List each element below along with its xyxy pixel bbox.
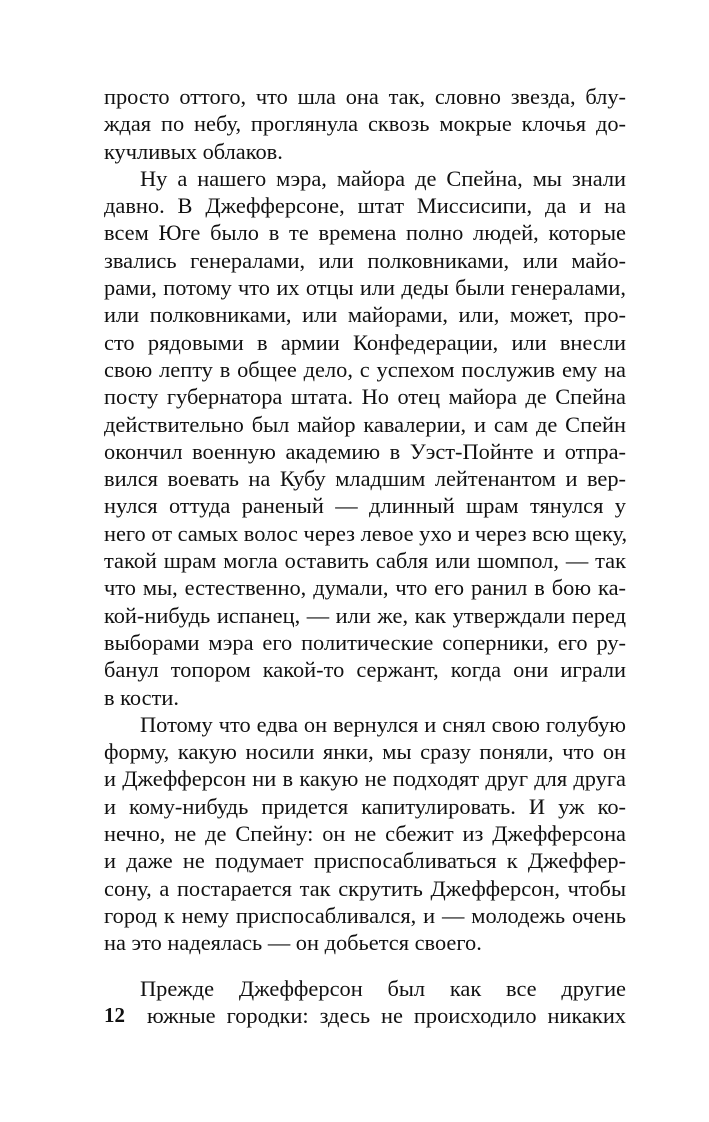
text-line: и кому-нибудь придется капитулировать. И уж ко- (104, 793, 626, 819)
text-body (104, 83, 626, 957)
text-line: на это надеялась — он добьется своего. (104, 930, 482, 956)
text-line: просто оттого, что шла она так, словно звезда, блу- (104, 84, 626, 109)
text-line: нечно, не де Спейну: он не сбежит из Джефферсона (104, 821, 626, 847)
text-line: и даже не подумает приспосабливаться к Джеффер- (104, 848, 626, 874)
text-line: город к нему приспосабливался, и — молодежь очень (104, 902, 626, 928)
text-line: кучливых облаков. (104, 138, 283, 164)
text-line: что мы, естественно, думали, что его ранил в бою ка- (104, 575, 626, 601)
text-line: свою лепту в общее дело, с успехом послужив ему на (104, 356, 626, 382)
text-line: или полковниками, или майорами, или, может, про- (104, 302, 626, 328)
text-line: в кости. (104, 684, 179, 710)
paragraph-1 (104, 83, 626, 165)
text-line: форму, какую носили янки, мы сразу поняли, что он (104, 739, 626, 765)
text-line: звались генералами, или полковниками, или майо- (104, 247, 626, 273)
text-line: вился воевать на Кубу младшим лейтенантом и вер- (104, 466, 626, 492)
text-line: окончил военную академию в Уэст-Пойнте и отпра- (104, 438, 626, 464)
paragraph-4 (104, 975, 626, 1030)
text-line: кой-нибудь испанец, — или же, как утверждали перед (104, 602, 626, 628)
text-line: рами, потому что их отцы или деды были генералами, (104, 275, 626, 301)
text-line: всем Юге было в те времена полно людей, которые (104, 220, 626, 246)
text-line: Потому что едва он вернулся и снял свою голубую (140, 711, 626, 737)
text-line: давно. В Джефферсоне, штат Миссисипи, да и на (104, 193, 626, 219)
text-line: действительно был майор кавалерии, и сам де Спейн (104, 411, 626, 437)
text-line: сто рядовыми в армии Конфедерации, или внесли (104, 329, 626, 355)
text-line: Ну а нашего мэра, майора де Спейна, мы знали (140, 165, 626, 191)
text-line: выборами мэра его политические соперники, его ру- (104, 629, 626, 655)
text-line: и Джефферсон ни в какую не подходят друг для друга (104, 766, 626, 792)
text-line: него от самых волос через левое ухо и через всю щеку, (104, 520, 628, 546)
paragraph-3 (104, 711, 626, 957)
text-line: Прежде Джефферсон был как все другие (140, 976, 626, 1001)
text-line: такой шрам могла оставить сабля или шомпол, — так (104, 548, 626, 574)
text-line: нулся оттуда раненый — длинный шрам тянулся у (104, 493, 626, 519)
paragraph-2 (104, 165, 626, 711)
text-line: банул топором какой-то сержант, когда они играли (104, 657, 626, 683)
page-number: 12 (104, 1003, 125, 1027)
text-line: южные городки: здесь не происходило никаких (147, 1003, 626, 1029)
text-line: ждая по небу, проглянула сквозь мокрые клочья до- (104, 111, 626, 137)
text-line: сону, а постарается так скрутить Джефферсон, чтобы (104, 875, 626, 901)
text-line: посту губернатора штата. Но отец майора де Спейна (104, 384, 626, 410)
